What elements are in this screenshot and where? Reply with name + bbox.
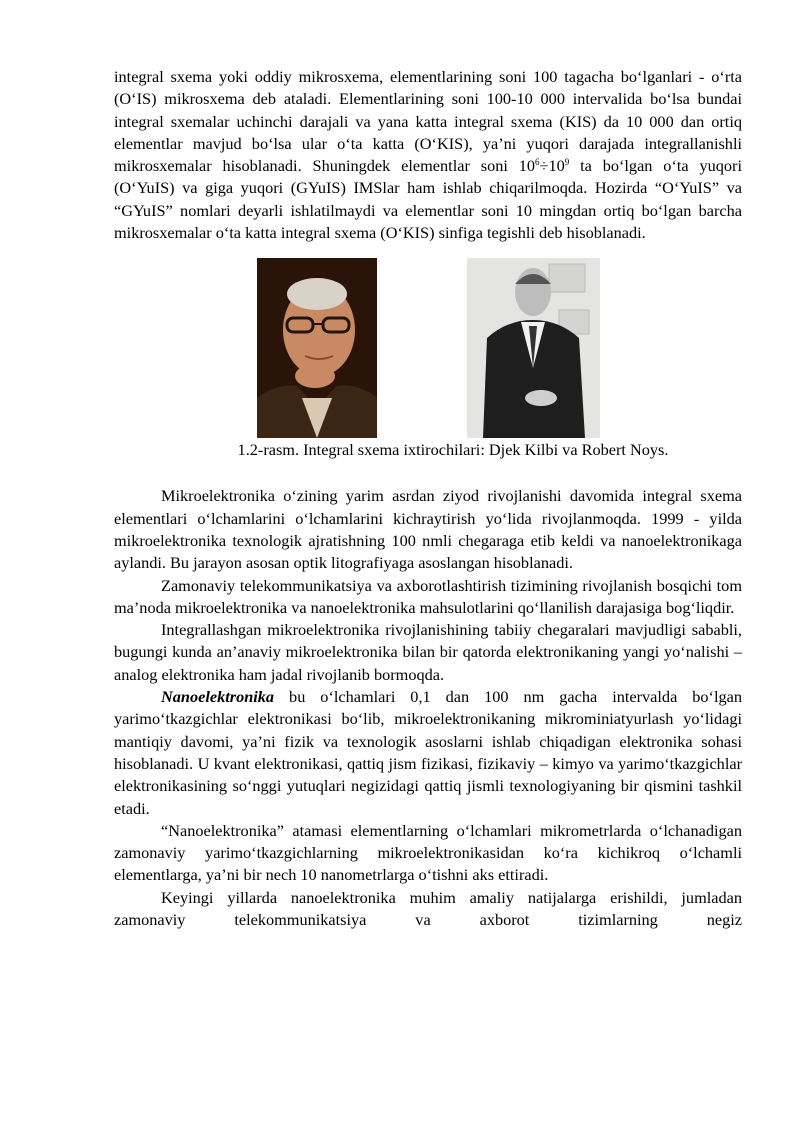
photo-jack-kilby (257, 258, 377, 438)
paragraph-7: Keyingi yillarda nanoelektronika muhim amaliy natijalarga erishildi, jumladan zamonaviy telekommunikatsiya va axborot tizimlarning negiz (114, 887, 742, 930)
paragraph-2: Mikroelektronika o‘zining yarim asrdan ziyod rivojlanishi davomida integral sxema elementlari o‘lchamlarini o‘lchamlarini kichraytirish yo‘lida rivojlanmoqda. 1999 - yilda mikroelektronika texnologik ajratishning 100 nmli chegaraga etib keldi va nanoelektronikaga aylandi. Bu jarayon asosan optik litografiyaga asoslangan hisoblanadi. (114, 486, 742, 573)
paragraph-3: Zamonaviy telekommunikatsiya va axborotlashtirish tizimining rivojlanish bosqichi tom ma’noda mikroelektronika va nanoelektronika mahsulotlarini qo‘llanilish darajasiga bog‘liqdir. (114, 575, 742, 617)
photo-robert-noyce (467, 258, 600, 438)
paragraph-4: Integrallashgan mikroelektronika rivojlanishining tabiiy chegaralari mavjudligi sababli, bugungi kunda an’anaviy mikroelektronika bilan bir qatorda elektronikaning yangi yo‘nalishi – analog elektronika ham jadal rivojlanib bormoqda. (114, 620, 742, 684)
superscript-9: 9 (564, 157, 570, 168)
document-page (114, 66, 742, 931)
term-nanoelektronika: Nanoelektronika (161, 687, 275, 707)
paragraph-6: “Nanoelektronika” atamasi elementlarning o‘lchamlari mikrometrlarda o‘lchanadigan zamonaviy yarimo‘tkazgichlarning mikroelektronikasidan ko‘ra kichikroq o‘lchamli elementlarga, ya’ni bir nech 10 nanometrlarga o‘tishni aks ettiradi. (114, 820, 742, 885)
spacer (114, 461, 742, 485)
paragraph-5: Nanoelektronika bu o‘lchamlari 0,1 dan 100 nm gacha intervalda bo‘lgan yarimo‘tkazgichlar elektronikasi bo‘lib, mikroelektronikaning mikrominiatyurlash yo‘lidagi mantiqiy davomi, ya’ni fizik va texnologik asoslarni ishlab chiqadigan elektronika sohasi hisoblanadi. U kvant elektronikasi, qattiq jism fizikasi, fizikaviy – kimyo va yarimo‘tkazgichlar elektronikasining so‘nggi yutuqlari negizidagi qattiq jismli texnologiyaning bir qismini tashkil etadi. (114, 687, 742, 818)
figure-photos (114, 258, 742, 438)
superscript-6: 6 (535, 157, 540, 168)
paragraph-intro: integral sxema yoki oddiy mikrosxema, elementlarining soni 100 tagacha bo‘lganlari - o‘rta (O‘IS) mikrosxema deb ataladi. Elementlarining soni 100-10 000 intervalida bo‘lsa bundai integral sxemalar uchinchi darajali va yana katta integral sxema (KIS) da 10 000 dan ortiq elementlar mavjud bo‘lsa ular o‘ta katta (O‘KIS), ya’ni yuqori darajada integrallanishli mikrosxemalar hisoblanadi. Shuningdek elementlar soni $10^6\div 10^9$ ta bo‘lgan o‘ta yuqori (O‘YuIS) va giga yuqori (GYuIS) IMSlar ham ishlab chiqarilmoqda. Hozirda “O‘YuIS” va “GYuIS” nomlari deyarli ishlatilmaydi va elementlar soni 10 mingdan ortiq bo‘lgan barcha mikrosxemalar o‘ta katta integral sxema (O‘KIS) sinfiga tegishli deb hisoblanadi. (114, 67, 742, 243)
figure-caption: 1.2-rasm. Integral sxema ixtirochilari: Djek Kilbi va Robert Noys. (237, 440, 669, 460)
